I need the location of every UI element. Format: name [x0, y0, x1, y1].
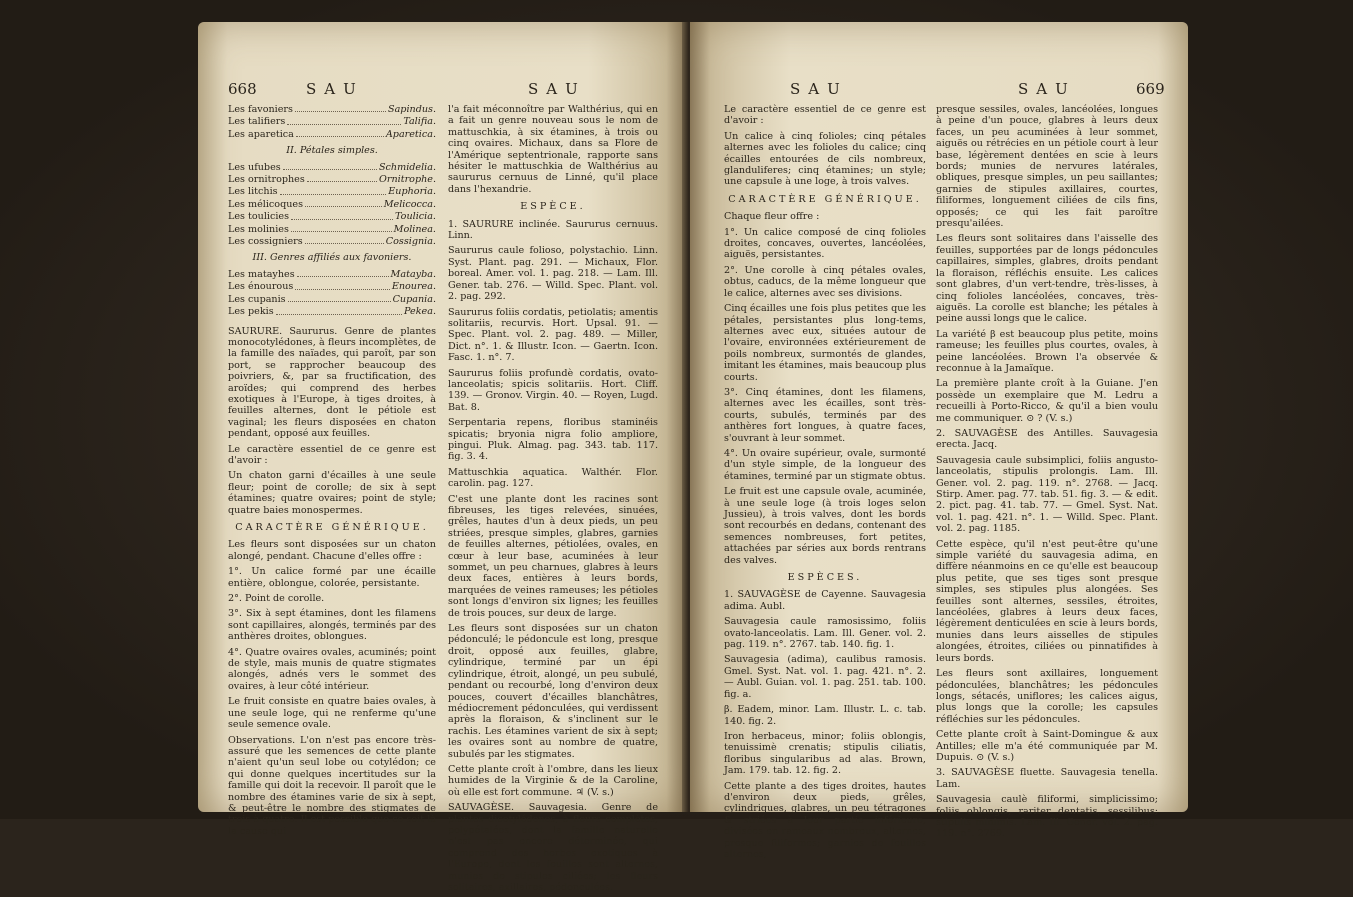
genus-latin-name: Molinea.: [393, 223, 436, 235]
paragraph: C'est une plante dont les racines sont fibreuses, les tiges relevées, sinuées, grêles, hautes d'un à deux pieds, un peu striées, presque simples, glabres, garnies de feuilles alternes, pétiolées, ovales, en cœur à leur base, acuminées à leur sommet, un peu charnues, glabres à leurs deux faces, entières à leurs bords, marquées de veines rameuses; les pétioles sont longs d'environ six lignes; les feuilles de trois pouces, sur deux de large.: [448, 493, 658, 619]
leader-dots: [291, 224, 392, 232]
left-col-1: [228, 104, 436, 841]
left-col-2: [448, 104, 658, 897]
genus-entry: [228, 269, 436, 280]
genus-list-2: [228, 162, 436, 248]
leader-dots: [280, 186, 387, 194]
paragraph: Mattuschkia aquatica. Walthér. Flor. carolin. pag. 127.: [448, 466, 658, 490]
paragraph: presque sessiles, ovales, lancéolées, longues à peine d'un pouce, glabres à leurs deux faces, un peu acuminées à leur sommet, aiguës ou rétrécies en un pétiole court à leur base, légèrement dentées en scie à leurs bords; munies de nervures latérales, obliques, presque simples, un peu saillantes; garnies de stipules axillaires, courtes, filiformes, longuement ciliées de cils fins, opposés; ce qui les fait paroître presqu'ailées.: [936, 104, 1158, 230]
paragraph: Serpentaria repens, floribus staminéis spicatis; bryonia nigra folio ampliore, pingui. Pluk. Almag. pag. 343. tab. 117. fig. 3. 4.: [448, 417, 658, 463]
caracteres-heading: CARACTÈRE GÉNÉRIQUE.: [235, 522, 429, 533]
left-page-number: 668: [228, 80, 257, 98]
genus-entry: [228, 211, 436, 222]
paragraph: Sauvagesia caule ramosissimo, foliis ovato-lanceolatis. Lam. Ill. Gener. vol. 2. pag. 119. n°. 2767. tab. 140. fig. 1.: [724, 616, 926, 651]
saururus-species: [448, 219, 658, 894]
paragraph: SAURURE. Saururus. Genre de plantes monocotylédones, à fleurs incomplètes, de la famille des naïades, qui paroît, par son port, se rapprocher beaucoup des poivriers, &, par sa fructification, des aroïdes; qui comprend des herbes exotiques à l'Europe, à tiges droites, à feuilles alternes, dont le pétiole est vaginal; les fleurs disposées en chaton pendant, opposé aux feuilles.: [228, 325, 436, 440]
genus-entry: [228, 199, 436, 210]
paragraph: Sauvagesia caule subsimplici, foliis angusto-lanceolatis, stipulis prolongis. Lam. Ill. Gener. vol. 2. pag. 119. n°. 2768. — Jacq. Stirp. Amer. pag. 77. tab. 51. fig. 3. — & edit. 2. pict. pag. 41. tab. 77. — Gmel. Syst. Nat. vol. 1. pag. 421. n°. 1. — Willd. Spec. Plant. vol. 2. pag. 1185.: [936, 454, 1158, 535]
paragraph: Sauvagesia caulè filiformi, simplicissimo; foliis oblongis, rariter dentatis, sessilibus; stipulis minimis. Lam. Ill. Gener. vol. 2. pag. 119. n°. 2769.: [936, 794, 1158, 840]
saururus-characters: [228, 539, 436, 837]
paragraph: Le caractère essentiel de ce genre est d'avoir :: [724, 104, 926, 127]
genus-french-name: Les litchis: [228, 186, 278, 198]
genus-latin-name: Talifia.: [403, 116, 436, 128]
paragraph: Saururus foliis profundè cordatis, ovato-lanceolatis; spicis solitariis. Hort. Cliff. 139. — Gronov. Virgin. 40. — Royen, Lugd. Bat. 8.: [448, 367, 658, 413]
right-page: [690, 22, 1188, 860]
paragraph: Cette espèce, qu'il n'est peut-être qu'une simple variété du sauvagesia adima, en diffère néanmoins en ce qu'elle est beaucoup plus petite, que ses tiges sont presque simples, ses stipules plus alongées. Ses feuilles sont alternes, sessiles, étroites, lancéolées, glabres à leurs deux faces, légèrement denticulées en scie à leurs bords, munies dans leurs aisselles de stipules alongées, étroites, ciliées ou pinnatifides à leurs bords.: [936, 538, 1158, 664]
genus-latin-name: Enourea.: [391, 281, 436, 293]
paragraph: β. Eadem, minor. Lam. Illustr. L. c. tab. 140. fig. 2.: [724, 704, 926, 727]
genus-entry: [228, 186, 436, 197]
right-running-head-1: SAU: [790, 80, 848, 98]
paragraph: Cette plante croît à l'ombre, dans les lieux humides de la Virginie & de la Caroline, où elle est fort commune. ♃ (V. s.): [448, 763, 658, 798]
paragraph: Saururus caule folioso, polystachio. Linn. Syst. Plant. pag. 291. — Michaux, Flor. boreal. Amer. vol. 1. pag. 218. — Lam. Ill. Gener. tab. 276. — Willd. Spec. Plant. vol. 2. pag. 292.: [448, 245, 658, 303]
genus-latin-name: Melicocca.: [383, 198, 436, 210]
paragraph: Les fleurs sont disposées sur un chaton pédonculé; le pédoncule est long, presque droit, opposé aux feuilles, glabre, cylindrique, terminé par un épi cylindrique, étroit, alongé, un peu subulé, pendant ou recourbé, long d'environ deux pouces, couvert d'écailles blanchâtres, médiocrement pédonculées, qui verdissent après la floraison, & s'inclinent sur le rachis. Les étamines varient de six à sept; les ovaires sont au nombre de quatre, subulés par les stigmates.: [448, 623, 658, 760]
genus-latin-name: Schmidelia.: [378, 161, 436, 173]
genus-entry: [228, 224, 436, 235]
sauvagesia-species-1: [724, 589, 926, 860]
paragraph: 1°. Un calice composé de cinq folioles droites, concaves, ouvertes, lancéolées, aiguës, persistantes.: [724, 226, 926, 261]
paragraph: 2. SAUVAGÈSE des Antilles. Sauvagesia erecta. Jacq.: [936, 427, 1158, 451]
genus-list-3: [228, 269, 436, 318]
genus-french-name: Les ornitrophes: [228, 174, 305, 186]
paragraph: Le fruit consiste en quatre baies ovales, à une seule loge, qui ne renferme qu'une seule semence ovale.: [228, 696, 436, 731]
paragraph: 1. SAURURE inclinée. Saururus cernuus. Linn.: [448, 218, 658, 242]
genus-latin-name: Toulicia.: [395, 211, 436, 223]
paragraph: Les fleurs sont solitaires dans l'aisselle des feuilles, supportées par de longs pédoncules capillaires, simples, glabres, droits pendant la floraison, réfléchis ensuite. Les calices sont glabres, d'un vert-tendre, très-lisses, à cinq folioles lancéolées, concaves, très-aiguës. La corolle est blanche; les pétales à peine aussi longs que le calice.: [936, 233, 1158, 325]
genus-list-1: [228, 104, 436, 140]
section-heading-3: III. Genres affiliés aux favoniers.: [252, 252, 412, 264]
section-heading-2: II. Pétales simples.: [286, 145, 378, 157]
saururus-notes: [448, 104, 658, 195]
genus-french-name: Les aparetica: [228, 128, 294, 140]
genus-entry: [228, 129, 436, 140]
leader-dots: [295, 281, 390, 289]
paragraph: Le caractère essentiel de ce genre est d'avoir :: [228, 443, 436, 466]
paragraph: Iron herbaceus, minor; foliis oblongis, tenuissimè crenatis; stipulis ciliatis, floribus singularibus ad alas. Brown, Jam. 179. tab. 12. fig. 2.: [724, 730, 926, 777]
leader-dots: [307, 174, 377, 182]
leader-dots: [283, 162, 377, 170]
genus-french-name: Les toulicies: [228, 211, 290, 223]
genus-french-name: Les mélicoques: [228, 198, 304, 210]
genus-french-name: Les cossigniers: [228, 236, 303, 248]
paragraph: Les fleurs sont axillaires, longuement pédonculées, blanchâtres; les pédoncules longs, sétacés, uniflores; les calices aigus, plus longs que la corolle; les capsules réfléchies sur les pédoncules.: [936, 668, 1158, 725]
paragraph: Un calice à cinq folioles; cinq pétales alternes avec les folioles du calice; cinq écailles entourées de cils nombreux, glanduliferes; cinq étamines; un style; une capsule à une loge, à trois valves.: [724, 130, 926, 188]
genus-latin-name: Matayba.: [390, 268, 436, 280]
right-running-head-2: SAU: [1018, 80, 1076, 98]
paragraph: Chaque fleur offre :: [724, 211, 820, 223]
genus-latin-name: Cossignia.: [385, 236, 436, 248]
leader-dots: [297, 269, 389, 277]
paragraph: 1°. Un calice formé par une écaille entière, oblongue, colorée, persistante.: [228, 566, 436, 589]
paragraph: Le fruit est une capsule ovale, acuminée, à une seule loge (à trois loges selon Jussieu), à trois valves, dont les bords sont recourbés en dedans, contenant des semences nombreuses, fort petites, attachées par séries aux bords rentrans des valves.: [724, 486, 926, 566]
genus-french-name: Les énourous: [228, 281, 294, 293]
genus-french-name: Les talifiers: [228, 116, 286, 128]
genus-french-name: Les molinies: [228, 223, 289, 235]
paragraph: 1. SAUVAGÈSE de Cayenne. Sauvagesia adima. Aubl.: [724, 589, 926, 612]
left-running-head-1: SAU: [306, 80, 364, 98]
paragraph: 3°. Cinq étamines, dont les filamens, alternes avec les écailles, sont très-courts, subulés, terminés par des anthères fort longues, à quatre faces, s'ouvrant à leur sommet.: [724, 386, 926, 444]
paragraph: Cette plante croît à Saint-Domingue & aux Antilles; elle m'a été communiquée par M. Dupuis. ⊙ (V. s.): [936, 729, 1158, 763]
leader-dots: [287, 116, 401, 124]
genus-entry: [228, 294, 436, 305]
genus-french-name: Les ufubes: [228, 161, 281, 173]
genus-latin-name: Sapindus.: [388, 104, 436, 115]
paragraph: 4°. Un ovaire supérieur, ovale, surmonté d'un style simple, de la longueur des étamines, terminé par un stigmate obtus.: [724, 447, 926, 482]
sauvagesia-characters: [724, 211, 926, 566]
leader-dots: [305, 199, 382, 207]
espece-heading: ESPÈCE.: [520, 201, 586, 213]
paragraph: 2°. Une corolle à cinq pétales ovales, obtus, caducs, de la même longueur que le calice, alternes avec ses divisions.: [724, 264, 926, 299]
genus-entry: [228, 174, 436, 185]
genus-french-name: Les favoniers: [228, 104, 293, 115]
genus-latin-name: Euphoria.: [388, 186, 436, 198]
genus-entry: [228, 162, 436, 173]
sauvagesia-species-2-3: [936, 104, 1158, 840]
genus-french-name: Les matayhes: [228, 268, 295, 280]
paragraph: 4°. Quatre ovaires ovales, acuminés; point de style, mais munis de quatre stigmates alongés, adnés vers le sommet des ovaires, à leur côté intérieur.: [228, 646, 436, 692]
caracteres-heading-2: CARACTÈRE GÉNÉRIQUE.: [728, 193, 922, 205]
paragraph: La première plante croît à la Guiane. J'en possède un exemplaire que M. Ledru a recueilli à Porto-Ricco, & qu'il a bien voulu me communiquer. ⊙ ? (V. s.): [936, 378, 1158, 424]
genus-latin-name: Ornitrophe.: [379, 174, 436, 186]
genus-latin-name: Pekea.: [404, 306, 436, 318]
leader-dots: [305, 236, 384, 244]
genus-entry: [228, 306, 436, 317]
paragraph: Un chaton garni d'écailles à une seule fleur; point de corolle; de six à sept étamines; quatre ovaires; point de style; quatre baies monospermes.: [228, 470, 436, 516]
leader-dots: [288, 294, 391, 302]
genus-entry: [228, 281, 436, 292]
leader-dots: [296, 129, 384, 137]
paragraph: Cinq écailles une fois plus petites que les pétales, persistantes plus long-tems, alternes avec eux, situées autour de l'ovaire, environnées extérieurement de poils nombreux, surmontés de glandes, imitant les étamines, mais beaucoup plus courts.: [724, 303, 926, 383]
paragraph: 2°. Point de corolle.: [228, 593, 325, 605]
paragraph: Les fleurs sont disposées sur un chaton alongé, pendant. Chacune d'elles offre :: [228, 539, 436, 562]
saururus-intro: [228, 326, 436, 517]
especes-heading: ESPÈCES.: [787, 572, 863, 584]
right-col-2: [936, 104, 1158, 844]
paragraph: l'a fait méconnoître par Walthérius, qui en a fait un genre nouveau sous le nom de mattuschkia, à six étamines, à trois ou cinq ovaires. Michaux, dans sa Flore de l'Amérique septentrionale, rapporte sans hésiter le mattuschkia de Walthérius au saururus cernuus de Linné, qu'il place dans l'hexandrie.: [448, 104, 658, 195]
paragraph: 3. SAUVAGÈSE fluette. Sauvagesia tenella. Lam.: [936, 767, 1158, 790]
genus-french-name: Les pekis: [228, 306, 274, 318]
leader-dots: [295, 104, 386, 112]
sauvagesia-essential: [724, 104, 926, 188]
paragraph: Cette plante a des tiges droites, hautes d'environ deux pieds, grêles, cylindriques, glabres, un peu tétragones & striées à leur partie inférieure, divisées en rameaux nombreux, alternes, presque filiformes; garnies de feuilles alternes,: [724, 780, 926, 860]
genus-entry: [228, 116, 436, 127]
paragraph: Sauvagesia (adima), caulibus ramosis. Gmel. Syst. Nat. vol. 1. pag. 421. n°. 2. — Aubl. Guian. vol. 1. pag. 251. tab. 100. fig. a.: [724, 654, 926, 700]
paragraph: La variété β est beaucoup plus petite, moins rameuse; les feuilles plus courtes, ovales, à peine lancéolées. Brown l'a observée & reconnue à la Jamaïque.: [936, 328, 1158, 374]
paragraph: SAUVAGÈSE. Sauvagesia. Genre de plantes dicotylédones, à fleurs complètes, polypétalées, dont la famille naturelle n'est pas encore déterminée, qui comprend des herbes exotiques à l'Europe, dont les feuilles sont alternes, munies de stipules ciliées; les fleurs solitaires, axillaires, pédonculées.: [448, 802, 658, 893]
genus-entry: [228, 104, 436, 115]
left-page: [198, 22, 686, 893]
right-page-number: 669: [1136, 80, 1165, 98]
genus-latin-name: Cupania.: [392, 293, 436, 305]
genus-entry: [228, 236, 436, 247]
leader-dots: [276, 306, 402, 314]
leader-dots: [291, 211, 393, 219]
paragraph: 3°. Six à sept étamines, dont les filamens sont capillaires, alongés, terminés par des anthères droites, oblongues.: [228, 608, 436, 643]
left-running-head-2: SAU: [528, 80, 586, 98]
right-col-1: [724, 104, 926, 864]
genus-latin-name: Aparetica.: [385, 128, 436, 140]
genus-french-name: Les cupanis: [228, 293, 286, 305]
paragraph: Observations. L'on n'est pas encore très-assuré que les semences de cette plante n'aient qu'un seul lobe ou cotylédon; ce qui donne quelques incertitudes sur la famille qui doit la recevoir. Il paroît que le nombre des étamines varie de six à sept, & peut-être le nombre des stigmates de trois à quatre. Il est possible que ce soit là la cause qui: [228, 734, 436, 837]
paragraph: Saururus foliis cordatis, petiolatis; amentis solitariis, recurvis. Hort. Upsal. 91. — Spec. Plant. vol. 2. pag. 489. — Miller, Dict. n°. 1. & Illustr. Icon. — Gaertn. Icon. Fasc. 1. n°. 7.: [448, 306, 658, 364]
